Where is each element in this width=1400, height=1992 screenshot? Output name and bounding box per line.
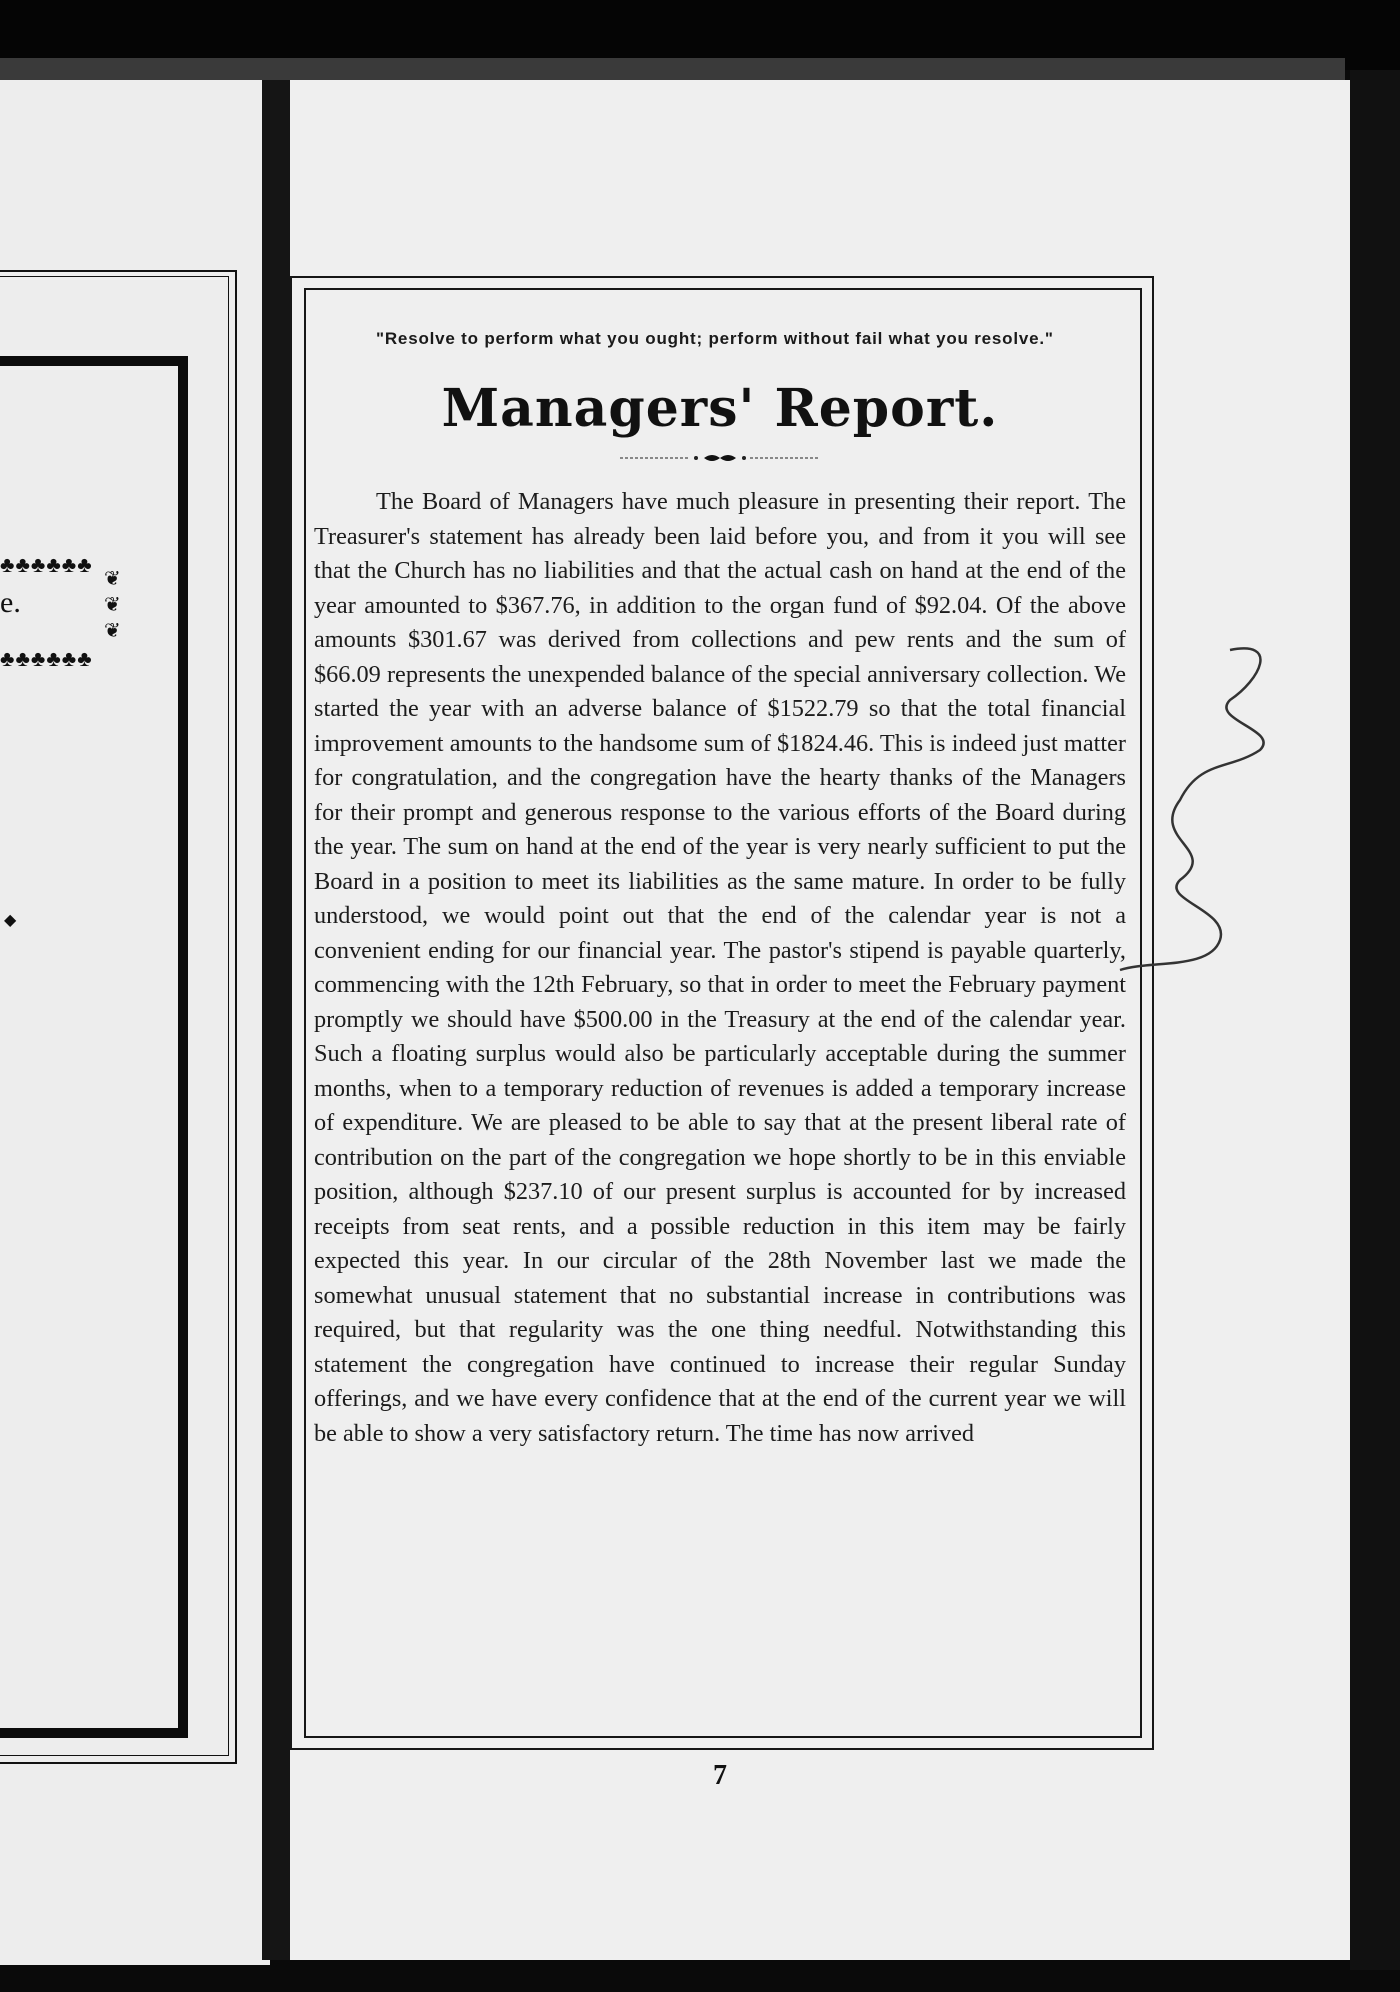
left-ornament-vine-icon: ❦ ❦ ❦ (104, 568, 121, 642)
page-content (314, 328, 1126, 1451)
left-ornament-bottom: ♣♣♣♣♣♣ (0, 646, 93, 671)
page-number: 7 (713, 1760, 727, 1791)
ornamental-rule-icon (620, 451, 820, 465)
left-page (0, 80, 270, 1965)
right-page (290, 80, 1350, 1960)
left-page-letter: e. (0, 586, 21, 619)
report-body: The Board of Managers have much pleasure in presenting their report. The Treasurer's statement has already been laid before you, and from it you will see that the Church has no liabilities and that the actual cash on hand at the end of the year amounted to $367.76, in addition to the organ fund of $92.04. Of the above amounts $301.67 was derived from collections and pew rents and the sum of $66.09 represents the unexpended balance of the special anniversary collection. We started the year with an adverse balance of $1522.79 so that the total financial improvement amounts to the handsome sum of $1824.46. This is indeed just matter for congratulation, and the congregation have the hearty thanks of the Managers for their prompt and generous response to the various efforts of the Board during the year. The sum on hand at the end of the year is very nearly sufficient to put the Board in a position to meet its liabilities as the same mature. In order to be fully understood, we would point out that the end of the calendar year is not a convenient ending for our financial year. The pastor's stipend is payable quarterly, commencing with the 12th February, so that in order to meet the February payment promptly we should have $500.00 in the Treasury at the end of the calendar year. Such a floating surplus would also be particularly acceptable during the summer months, when to a temporary reduction of revenues is added a temporary increase of expenditure. We are pleased to be able to say that at the present liberal rate of contribution on the part of the congregation we hope shortly to be in this enviable position, although $237.10 of our present surplus is accounted for by increased receipts from seat rents, and a possible reduction in this item may be fairly expected this year. In our circular of the 28th November last we made the somewhat unusual statement that no substantial increase in contributions was required, but that regularity was the one thing needful. Notwithstanding this statement the congregation have continued to increase their regular Sunday offerings, and we have every confidence that at the end of the current year we will be able to show a very satisfactory return. The time has now arrived (314, 488, 1126, 1447)
book-binding-edge (1350, 70, 1400, 1970)
page-title: Managers' Report. (441, 378, 999, 439)
stray-thread-icon (1110, 640, 1350, 1040)
epigraph: "Resolve to perform what you ought; perform without fail what you resolve." (376, 329, 1054, 348)
book-spine (262, 80, 292, 1960)
left-ornament-top: ♣♣♣♣♣♣ (0, 552, 93, 577)
left-page-bullet-icon: ◆ (4, 912, 17, 929)
